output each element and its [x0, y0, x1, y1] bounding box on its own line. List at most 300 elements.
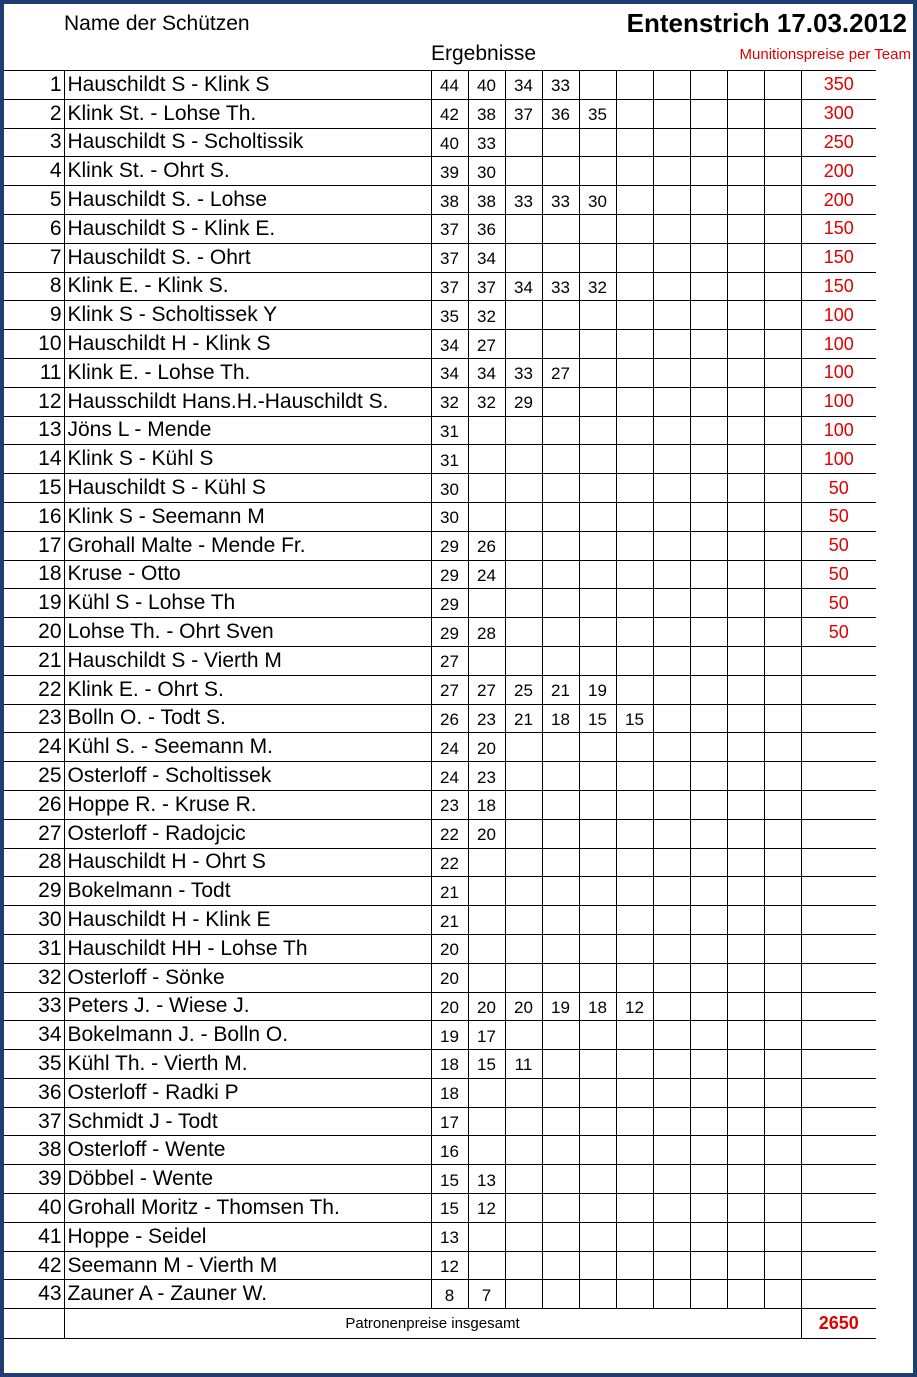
score-cell — [579, 387, 616, 416]
score-cell — [579, 646, 616, 675]
score-cell: 20 — [468, 819, 505, 848]
results-table — [4, 70, 876, 1339]
score-cell — [505, 531, 542, 560]
score-cell — [653, 1165, 690, 1194]
score-cell: 12 — [616, 992, 653, 1021]
rank-cell: 26 — [4, 790, 64, 819]
score-cell — [579, 416, 616, 445]
score-cell: 7 — [468, 1280, 505, 1309]
score-cell — [468, 416, 505, 445]
score-cell — [616, 618, 653, 647]
score-cell: 21 — [505, 704, 542, 733]
table-row — [4, 71, 876, 100]
table-row — [4, 387, 876, 416]
rank-cell: 41 — [4, 1222, 64, 1251]
score-cell — [727, 1021, 764, 1050]
shooter-names-heading: Name der Schützen — [64, 12, 250, 35]
rank-cell: 36 — [4, 1078, 64, 1107]
table-row — [4, 848, 876, 877]
score-cell — [505, 502, 542, 531]
score-cell — [505, 934, 542, 963]
rank-cell: 10 — [4, 330, 64, 359]
score-cell — [690, 330, 727, 359]
score-cell — [727, 762, 764, 791]
table-row — [4, 790, 876, 819]
score-cell: 38 — [468, 99, 505, 128]
score-cell — [653, 445, 690, 474]
score-cell: 19 — [579, 675, 616, 704]
score-cell — [727, 618, 764, 647]
team-name-cell: Klink E. - Klink S. — [64, 272, 431, 301]
score-cell — [616, 1050, 653, 1079]
prize-cell — [801, 704, 876, 733]
score-cell — [727, 1251, 764, 1280]
score-cell: 18 — [431, 1050, 468, 1079]
score-cell: 35 — [579, 99, 616, 128]
score-cell — [690, 358, 727, 387]
score-cell — [727, 1050, 764, 1079]
score-cell — [468, 646, 505, 675]
score-cell — [616, 848, 653, 877]
score-cell: 21 — [431, 877, 468, 906]
score-cell — [505, 301, 542, 330]
score-cell — [579, 71, 616, 100]
prize-cell — [801, 790, 876, 819]
score-cell — [727, 99, 764, 128]
score-cell — [653, 301, 690, 330]
rank-cell: 2 — [4, 99, 64, 128]
score-cell — [690, 992, 727, 1021]
rank-cell: 8 — [4, 272, 64, 301]
score-cell — [727, 560, 764, 589]
score-cell — [468, 589, 505, 618]
score-cell — [468, 474, 505, 503]
team-name-cell: Kühl Th. - Vierth M. — [64, 1050, 431, 1079]
prize-cell — [801, 848, 876, 877]
score-cell — [653, 272, 690, 301]
score-cell — [616, 1165, 653, 1194]
prize-cell: 300 — [801, 99, 876, 128]
prize-cell: 50 — [801, 618, 876, 647]
score-cell: 27 — [542, 358, 579, 387]
rank-cell: 24 — [4, 733, 64, 762]
table-row — [4, 301, 876, 330]
score-cell — [653, 1251, 690, 1280]
rank-cell: 6 — [4, 214, 64, 243]
team-name-cell: Hauschildt S - Klink S — [64, 71, 431, 100]
score-cell: 33 — [505, 358, 542, 387]
table-row — [4, 243, 876, 272]
score-cell — [653, 474, 690, 503]
score-cell — [727, 819, 764, 848]
table-row — [4, 474, 876, 503]
rank-cell: 13 — [4, 416, 64, 445]
score-cell — [764, 243, 801, 272]
score-cell: 16 — [431, 1136, 468, 1165]
table-row — [4, 1050, 876, 1079]
totals-value: 2650 — [801, 1309, 876, 1339]
score-cell — [764, 99, 801, 128]
score-cell: 33 — [505, 186, 542, 215]
score-cell — [764, 963, 801, 992]
table-row — [4, 618, 876, 647]
score-cell — [542, 1194, 579, 1223]
prize-cell — [801, 1165, 876, 1194]
score-cell — [653, 704, 690, 733]
score-cell — [468, 934, 505, 963]
prize-cell — [801, 675, 876, 704]
rank-cell: 33 — [4, 992, 64, 1021]
score-cell — [653, 992, 690, 1021]
team-name-cell: Zauner A - Zauner W. — [64, 1280, 431, 1309]
score-cell: 30 — [579, 186, 616, 215]
score-cell — [653, 243, 690, 272]
score-cell — [653, 934, 690, 963]
prize-cell: 100 — [801, 301, 876, 330]
table-row — [4, 358, 876, 387]
score-cell — [727, 157, 764, 186]
score-cell: 39 — [431, 157, 468, 186]
score-cell — [579, 733, 616, 762]
score-cell — [505, 330, 542, 359]
rank-cell: 7 — [4, 243, 64, 272]
results-heading: Ergebnisse — [431, 42, 537, 65]
score-cell — [579, 1078, 616, 1107]
score-cell — [727, 992, 764, 1021]
score-cell — [690, 502, 727, 531]
score-cell — [579, 877, 616, 906]
score-cell — [468, 1107, 505, 1136]
score-cell: 18 — [579, 992, 616, 1021]
score-cell — [579, 1165, 616, 1194]
score-cell: 34 — [468, 243, 505, 272]
score-cell: 24 — [431, 733, 468, 762]
score-cell — [653, 618, 690, 647]
score-cell — [690, 1251, 727, 1280]
score-cell — [616, 99, 653, 128]
rank-cell: 9 — [4, 301, 64, 330]
score-cell: 37 — [431, 272, 468, 301]
score-cell — [579, 301, 616, 330]
score-cell — [542, 589, 579, 618]
score-cell: 33 — [468, 128, 505, 157]
score-cell: 22 — [431, 819, 468, 848]
score-cell: 31 — [431, 416, 468, 445]
rank-cell: 27 — [4, 819, 64, 848]
table-row — [4, 214, 876, 243]
score-cell — [616, 1021, 653, 1050]
score-cell: 34 — [505, 71, 542, 100]
score-cell — [616, 1251, 653, 1280]
score-cell — [727, 214, 764, 243]
score-cell — [542, 1078, 579, 1107]
score-cell — [727, 416, 764, 445]
table-row — [4, 416, 876, 445]
table-row — [4, 1078, 876, 1107]
score-cell — [653, 416, 690, 445]
team-name-cell: Hauschildt HH - Lohse Th — [64, 934, 431, 963]
score-cell — [727, 1194, 764, 1223]
prize-cell — [801, 906, 876, 935]
rank-cell: 21 — [4, 646, 64, 675]
score-cell — [616, 416, 653, 445]
score-cell — [764, 848, 801, 877]
score-cell — [542, 1021, 579, 1050]
score-cell: 17 — [431, 1107, 468, 1136]
score-cell — [505, 1078, 542, 1107]
rank-cell: 22 — [4, 675, 64, 704]
score-cell — [616, 272, 653, 301]
score-cell — [505, 1107, 542, 1136]
rank-cell: 43 — [4, 1280, 64, 1309]
score-cell: 29 — [431, 589, 468, 618]
score-cell: 26 — [468, 531, 505, 560]
sheet-header — [4, 4, 913, 70]
score-cell — [505, 416, 542, 445]
table-row — [4, 186, 876, 215]
score-cell — [690, 1078, 727, 1107]
event-title: Entenstrich 17.03.2012 — [626, 8, 907, 38]
rank-cell: 35 — [4, 1050, 64, 1079]
score-cell: 37 — [431, 214, 468, 243]
score-cell — [542, 387, 579, 416]
rank-cell: 28 — [4, 848, 64, 877]
score-cell — [690, 1050, 727, 1079]
table-row — [4, 733, 876, 762]
score-cell — [764, 992, 801, 1021]
score-cell — [690, 646, 727, 675]
team-name-cell: Bokelmann J. - Bolln O. — [64, 1021, 431, 1050]
score-cell — [764, 1165, 801, 1194]
score-cell — [616, 445, 653, 474]
score-cell: 34 — [431, 358, 468, 387]
table-row — [4, 1107, 876, 1136]
score-cell: 17 — [468, 1021, 505, 1050]
team-name-cell: Schmidt J - Todt — [64, 1107, 431, 1136]
table-row — [4, 1194, 876, 1223]
score-cell — [764, 1280, 801, 1309]
score-cell — [653, 646, 690, 675]
score-cell: 20 — [468, 992, 505, 1021]
score-cell — [764, 819, 801, 848]
rank-cell: 32 — [4, 963, 64, 992]
score-cell — [579, 589, 616, 618]
score-cell — [468, 906, 505, 935]
score-cell — [690, 589, 727, 618]
team-name-cell: Klink E. - Lohse Th. — [64, 358, 431, 387]
score-cell — [653, 1194, 690, 1223]
score-cell — [690, 1021, 727, 1050]
score-cell — [579, 445, 616, 474]
score-cell — [505, 157, 542, 186]
score-cell — [653, 531, 690, 560]
prize-cell — [801, 1251, 876, 1280]
prize-cell — [801, 877, 876, 906]
rank-cell: 37 — [4, 1107, 64, 1136]
score-cell — [579, 502, 616, 531]
score-cell — [505, 790, 542, 819]
score-cell — [616, 502, 653, 531]
team-name-cell: Hoppe - Seidel — [64, 1222, 431, 1251]
score-cell: 36 — [468, 214, 505, 243]
score-cell — [542, 330, 579, 359]
score-cell — [579, 474, 616, 503]
prize-cell — [801, 819, 876, 848]
score-cell — [616, 243, 653, 272]
score-cell — [616, 330, 653, 359]
table-row — [4, 646, 876, 675]
score-cell — [616, 1136, 653, 1165]
score-cell — [616, 589, 653, 618]
prize-cell — [801, 1280, 876, 1309]
team-name-cell: Osterloff - Wente — [64, 1136, 431, 1165]
table-row — [4, 992, 876, 1021]
prize-cell: 100 — [801, 445, 876, 474]
score-cell — [764, 330, 801, 359]
score-cell — [690, 128, 727, 157]
score-cell — [727, 1280, 764, 1309]
score-cell — [653, 214, 690, 243]
score-cell — [690, 704, 727, 733]
score-cell — [653, 762, 690, 791]
score-cell — [579, 128, 616, 157]
score-cell — [727, 733, 764, 762]
score-cell: 33 — [542, 186, 579, 215]
score-cell — [764, 71, 801, 100]
score-cell — [727, 675, 764, 704]
score-cell: 28 — [468, 618, 505, 647]
score-cell — [579, 618, 616, 647]
team-name-cell: Hauschildt H - Klink E — [64, 906, 431, 935]
score-cell — [764, 589, 801, 618]
prize-cell: 200 — [801, 157, 876, 186]
table-row — [4, 1280, 876, 1309]
score-cell — [690, 416, 727, 445]
score-cell: 38 — [468, 186, 505, 215]
prize-cell: 50 — [801, 560, 876, 589]
score-cell: 37 — [468, 272, 505, 301]
table-row — [4, 589, 876, 618]
score-cell — [616, 1107, 653, 1136]
score-cell — [505, 474, 542, 503]
score-cell — [579, 963, 616, 992]
score-cell — [690, 1222, 727, 1251]
score-cell: 27 — [431, 675, 468, 704]
score-cell — [764, 1136, 801, 1165]
score-cell — [505, 1280, 542, 1309]
score-cell: 25 — [505, 675, 542, 704]
score-cell — [505, 589, 542, 618]
score-cell — [653, 877, 690, 906]
score-cell — [764, 387, 801, 416]
score-cell — [690, 71, 727, 100]
score-cell — [690, 157, 727, 186]
score-cell — [616, 387, 653, 416]
team-name-cell: Hauschildt S - Scholtissik — [64, 128, 431, 157]
score-cell — [616, 1280, 653, 1309]
score-cell — [542, 560, 579, 589]
score-cell — [653, 128, 690, 157]
score-cell — [764, 646, 801, 675]
rank-cell: 14 — [4, 445, 64, 474]
score-cell — [653, 358, 690, 387]
score-cell — [542, 214, 579, 243]
score-cell — [690, 906, 727, 935]
score-cell — [505, 877, 542, 906]
prize-cell — [801, 1107, 876, 1136]
score-cell — [690, 531, 727, 560]
team-name-cell: Jöns L - Mende — [64, 416, 431, 445]
score-cell — [653, 675, 690, 704]
score-cell — [690, 618, 727, 647]
score-cell — [505, 1194, 542, 1223]
score-cell — [727, 186, 764, 215]
score-cell — [616, 1222, 653, 1251]
score-cell — [690, 963, 727, 992]
score-cell — [690, 272, 727, 301]
score-cell — [690, 445, 727, 474]
score-cell — [764, 214, 801, 243]
score-cell — [542, 445, 579, 474]
prize-cell — [801, 1021, 876, 1050]
prize-cell: 200 — [801, 186, 876, 215]
score-cell — [764, 1050, 801, 1079]
score-cell — [764, 502, 801, 531]
prize-cell — [801, 963, 876, 992]
score-cell — [579, 790, 616, 819]
score-cell — [542, 618, 579, 647]
score-cell: 36 — [542, 99, 579, 128]
score-cell — [690, 1107, 727, 1136]
table-row — [4, 157, 876, 186]
score-cell: 35 — [431, 301, 468, 330]
score-cell — [727, 1078, 764, 1107]
score-cell — [579, 1021, 616, 1050]
table-row — [4, 704, 876, 733]
score-cell — [690, 186, 727, 215]
rank-cell: 17 — [4, 531, 64, 560]
score-cell — [653, 1107, 690, 1136]
score-cell — [616, 1194, 653, 1223]
score-cell — [653, 1021, 690, 1050]
score-cell — [542, 934, 579, 963]
score-cell: 32 — [468, 387, 505, 416]
table-row — [4, 1021, 876, 1050]
score-cell — [653, 560, 690, 589]
score-cell — [764, 906, 801, 935]
score-cell — [579, 243, 616, 272]
score-cell — [542, 790, 579, 819]
results-table-body — [4, 71, 876, 1339]
score-cell — [505, 1165, 542, 1194]
score-cell — [727, 848, 764, 877]
rank-cell: 4 — [4, 157, 64, 186]
score-cell — [690, 762, 727, 791]
score-cell: 12 — [468, 1194, 505, 1223]
team-name-cell: Peters J. - Wiese J. — [64, 992, 431, 1021]
score-cell: 27 — [468, 675, 505, 704]
score-cell — [764, 416, 801, 445]
score-cell — [727, 646, 764, 675]
score-cell — [653, 186, 690, 215]
score-cell — [764, 531, 801, 560]
score-cell — [579, 157, 616, 186]
rank-cell: 18 — [4, 560, 64, 589]
score-cell: 20 — [431, 934, 468, 963]
score-cell — [653, 99, 690, 128]
score-cell: 24 — [431, 762, 468, 791]
table-row — [4, 560, 876, 589]
